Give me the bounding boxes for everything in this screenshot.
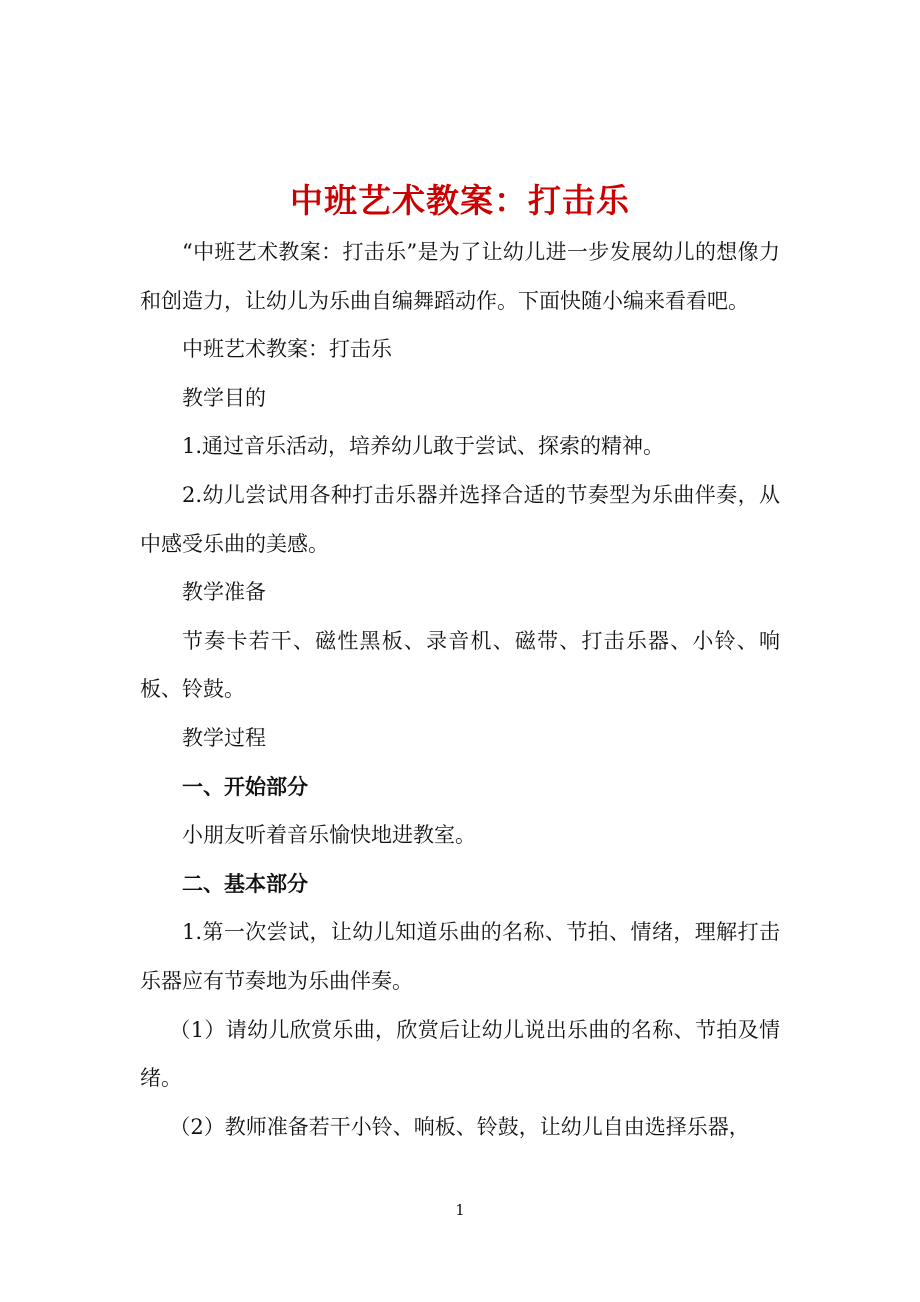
section-heading-preparation: 教学准备 [182, 580, 266, 605]
part-heading-basic: 二、基本部分 [182, 870, 308, 896]
part-heading-start: 一、开始部分 [182, 773, 308, 799]
document-title: 中班艺术教案：打击乐 [290, 181, 630, 221]
preparation-text: 节奏卡若干、磁性黑板、录音机、磁带、打击乐器、小铃、响板、铃鼓。 [140, 628, 780, 702]
basic-item-1: 1.第一次尝试，让幼儿知道乐曲的名称、节拍、情绪，理解打击乐器应有节奏地为乐曲伴奏。 [140, 920, 780, 993]
page-number: 1 [455, 1201, 465, 1219]
subtitle-paragraph: 中班艺术教案：打击乐 [182, 337, 392, 362]
section-heading-process: 教学过程 [182, 725, 266, 750]
goal-item-1: 1.通过音乐活动，培养幼儿敢于尝试、探索的精神。 [182, 434, 665, 459]
start-text: 小朋友听着音乐愉快地进教室。 [182, 823, 476, 848]
section-heading-goals: 教学目的 [182, 385, 266, 410]
intro-paragraph: “中班艺术教案：打击乐”是为了让幼儿进一步发展幼儿的想像力和创造力，让幼儿为乐曲自编舞蹈动作。下面快随小编来看看吧。 [140, 240, 780, 313]
basic-subitem-2: （2）教师准备若干小铃、响板、铃鼓，让幼儿自由选择乐器， [169, 1114, 750, 1139]
basic-subitem-1: （1）请幼儿欣赏乐曲，欣赏后让幼儿说出乐曲的名称、节拍及情绪。 [140, 1017, 780, 1091]
goal-item-2: 2.幼儿尝试用各种打击乐器并选择合适的节奏型为乐曲伴奏，从中感受乐曲的美感。 [140, 482, 780, 556]
document-body [140, 228, 780, 1151]
